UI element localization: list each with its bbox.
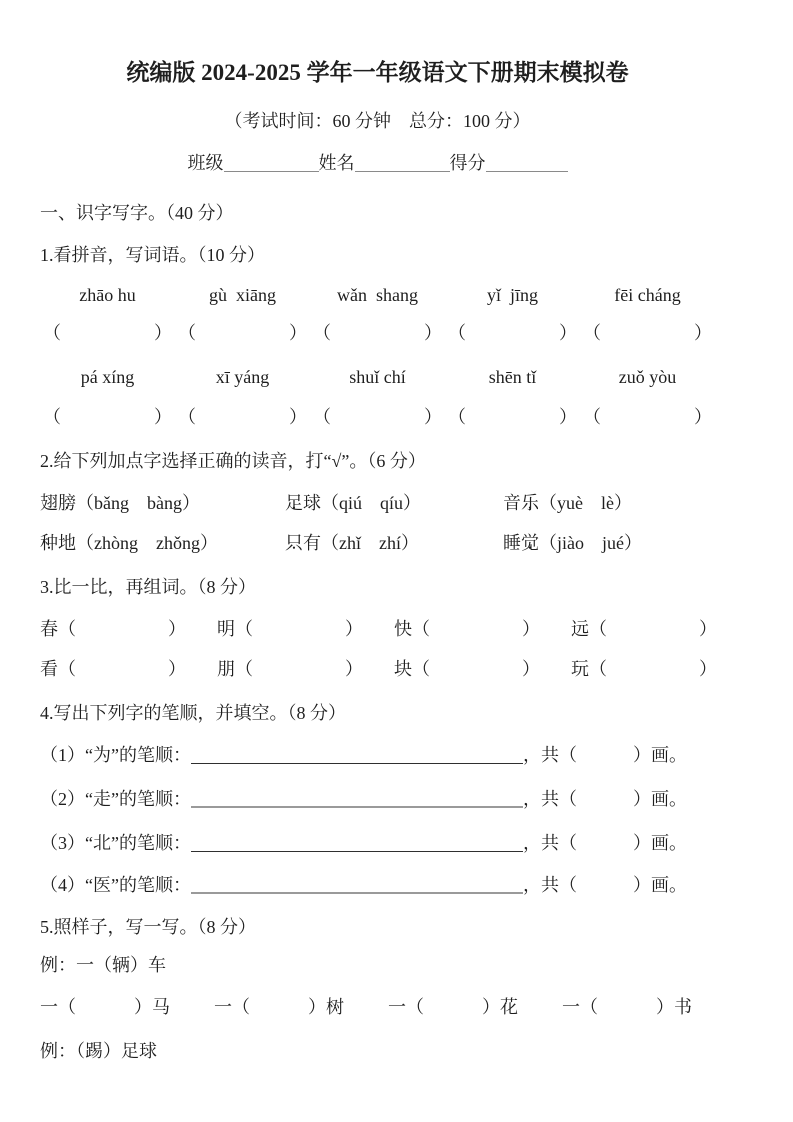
word-plain-char: 球 <box>303 493 321 513</box>
open-paren: （ <box>412 619 430 639</box>
pinyin-word: yǐ jīng <box>486 285 538 305</box>
compose-word-item <box>40 656 186 682</box>
score-blank-line <box>486 171 568 172</box>
given-char: 明 <box>217 619 235 639</box>
word-plain-char: 翅 <box>40 493 58 513</box>
open-paren: （ <box>43 323 61 343</box>
open-paren: （ <box>235 659 253 679</box>
measure-word-item <box>562 994 692 1020</box>
given-char: 快 <box>394 619 412 639</box>
pinyin-word: shēn tǐ <box>488 367 537 387</box>
given-char: 春 <box>40 619 58 639</box>
answer-paren-box <box>310 404 445 430</box>
item-prefix: 一（ <box>40 997 76 1017</box>
word-dotted-char: 种 • <box>40 530 58 556</box>
word-dotted-char: 足 • <box>285 490 303 516</box>
given-char: 远 <box>571 619 589 639</box>
open-paren: （ <box>448 407 466 427</box>
count-tail-text: ）画。 <box>632 833 687 853</box>
word-plain-char: 地 <box>58 533 76 553</box>
close-paren: ） <box>699 659 717 679</box>
class-blank-line <box>224 171 319 172</box>
q2-label: 2.给下列加点字选择正确的读音，打“√”。（6 分） <box>40 451 426 471</box>
q1-label: 1.看拼音，写词语。（10 分） <box>40 245 265 265</box>
reading-choice-item <box>285 490 503 516</box>
q5-answer-row <box>40 994 692 1020</box>
pinyin-word: gù xiāng <box>209 285 276 305</box>
word-dotted-char: 觉 • <box>521 530 539 556</box>
pinyin-options: （bǎng bàng） <box>76 493 200 513</box>
pinyin-word: shuǐ chí <box>349 367 406 387</box>
open-paren: （ <box>589 619 607 639</box>
name-blank-line <box>355 171 450 172</box>
pinyin-word: wǎn shang <box>337 285 418 305</box>
name-label: 姓名 <box>318 153 355 173</box>
word-plain-char: 睡 <box>503 533 521 553</box>
count-mid-text: ，共（ <box>522 789 577 809</box>
pinyin-word: fēi cháng <box>614 285 681 305</box>
close-paren: ） <box>694 407 712 427</box>
answer-paren-box <box>175 404 310 430</box>
q4-item-3 <box>40 830 715 856</box>
item-prefix: 一（ <box>388 997 424 1017</box>
answer-paren-box <box>580 320 715 346</box>
item-prefix: 一（ <box>562 997 598 1017</box>
compose-word-item <box>217 656 363 682</box>
class-label: 班级 <box>187 153 224 173</box>
open-paren: （ <box>178 323 196 343</box>
open-paren: （ <box>313 323 331 343</box>
count-tail-text: ）画。 <box>632 789 687 809</box>
stroke-order-prompt: （1）“为”的笔顺： <box>40 745 191 765</box>
answer-paren-box <box>445 404 580 430</box>
pinyin-word: zhāo hu <box>79 285 136 305</box>
open-paren: （ <box>58 619 76 639</box>
answer-paren-box <box>445 320 580 346</box>
open-paren: （ <box>448 323 466 343</box>
reading-choice-item <box>503 490 715 516</box>
q4-item-2 <box>40 786 715 812</box>
pinyin-options: （yuè lè） <box>539 493 632 513</box>
page-title: 统编版 2024-2025 学年一年级语文下册期末模拟卷 <box>126 60 629 85</box>
word-dotted-char: 乐 • <box>521 490 539 516</box>
compose-word-item <box>394 616 540 642</box>
pinyin-word: zuǒ yòu <box>618 367 677 387</box>
open-paren: （ <box>583 407 601 427</box>
answer-paren-box <box>40 320 175 346</box>
stroke-order-prompt: （3）“北”的笔顺： <box>40 833 191 853</box>
pinyin-word: xī yáng <box>215 367 270 387</box>
close-paren: ） <box>345 659 363 679</box>
item-prefix: 一（ <box>214 997 250 1017</box>
count-mid-text: ，共（ <box>522 875 577 895</box>
pinyin-options: （zhòng zhǒng） <box>76 533 218 553</box>
q1-answer-parens-row-1 <box>40 320 715 346</box>
word-dotted-char: 膀 • <box>58 490 76 516</box>
pinyin-options: （zhǐ zhí） <box>321 533 419 553</box>
open-paren: （ <box>589 659 607 679</box>
word-dotted-char: 只 • <box>285 530 303 556</box>
close-paren: ） <box>154 323 172 343</box>
close-paren: ） <box>694 323 712 343</box>
q1-answer-parens-row-2 <box>40 404 715 430</box>
close-paren: ） <box>154 407 172 427</box>
measure-word-item <box>388 994 518 1020</box>
count-tail-text: ）画。 <box>632 875 687 895</box>
q3-row-1 <box>40 616 717 642</box>
q2-row-2 <box>40 530 715 556</box>
q4-item-4 <box>40 872 715 898</box>
measure-word-item <box>214 994 344 1020</box>
open-paren: （ <box>313 407 331 427</box>
section-1-heading: 一、识字写字。（40 分） <box>40 203 234 223</box>
compose-word-item <box>40 616 186 642</box>
reading-choice-item <box>40 490 285 516</box>
answer-paren-box <box>40 404 175 430</box>
compose-word-item <box>571 616 717 642</box>
stroke-order-blank-line <box>191 806 523 808</box>
close-paren: ） <box>289 407 307 427</box>
q4-label: 4.写出下列字的笔顺，并填空。（8 分） <box>40 703 346 723</box>
q2-row-1 <box>40 490 715 516</box>
pinyin-options: （qiú qíu） <box>321 493 422 513</box>
word-plain-char: 音 <box>503 493 521 513</box>
given-char: 看 <box>40 659 58 679</box>
given-char: 玩 <box>571 659 589 679</box>
close-paren: ） <box>289 323 307 343</box>
score-label: 得分 <box>449 153 486 173</box>
compose-word-item <box>571 656 717 682</box>
item-suffix: ）书 <box>656 997 692 1017</box>
exam-time-score-line: （考试时间：60 分钟 总分：100 分） <box>224 111 531 131</box>
compose-word-item <box>394 656 540 682</box>
close-paren: ） <box>424 323 442 343</box>
open-paren: （ <box>412 659 430 679</box>
open-paren: （ <box>58 659 76 679</box>
stroke-order-blank-line <box>191 892 523 894</box>
stroke-order-blank-line <box>191 763 523 764</box>
reading-choice-item <box>285 530 503 556</box>
reading-choice-item <box>503 530 715 556</box>
close-paren: ） <box>168 659 186 679</box>
pinyin-options: （jiào jué） <box>539 533 642 553</box>
q1-pinyin-row-1 <box>40 282 715 308</box>
close-paren: ） <box>168 619 186 639</box>
answer-paren-box <box>580 404 715 430</box>
count-tail-text: ）画。 <box>632 745 687 765</box>
close-paren: ） <box>345 619 363 639</box>
q1-pinyin-row-2 <box>40 364 715 390</box>
count-mid-text: ，共（ <box>522 745 577 765</box>
close-paren: ） <box>522 619 540 639</box>
close-paren: ） <box>699 619 717 639</box>
item-suffix: ）马 <box>134 997 170 1017</box>
q5-label: 5.照样子，写一写。（8 分） <box>40 917 256 937</box>
measure-word-item <box>40 994 170 1020</box>
reading-choice-item <box>40 530 285 556</box>
answer-paren-box <box>175 320 310 346</box>
open-paren: （ <box>43 407 61 427</box>
given-char: 块 <box>394 659 412 679</box>
q4-item-1 <box>40 742 715 768</box>
compose-word-item <box>217 616 363 642</box>
count-mid-text: ，共（ <box>522 833 577 853</box>
open-paren: （ <box>178 407 196 427</box>
item-suffix: ）花 <box>482 997 518 1017</box>
stroke-order-prompt: （4）“医”的笔顺： <box>40 875 191 895</box>
q3-row-2 <box>40 656 717 682</box>
stroke-order-prompt: （2）“走”的笔顺： <box>40 789 191 809</box>
close-paren: ） <box>522 659 540 679</box>
q5-example-1: 例：一（辆）车 <box>40 955 166 975</box>
open-paren: （ <box>583 323 601 343</box>
item-suffix: ）树 <box>308 997 344 1017</box>
close-paren: ） <box>559 323 577 343</box>
given-char: 朋 <box>217 659 235 679</box>
q5-example-2: 例：（踢）足球 <box>40 1041 157 1061</box>
q3-label: 3.比一比，再组词。（8 分） <box>40 577 256 597</box>
close-paren: ） <box>424 407 442 427</box>
answer-paren-box <box>310 320 445 346</box>
stroke-order-blank-line <box>191 851 523 852</box>
word-plain-char: 有 <box>303 533 321 553</box>
pinyin-word: pá xíng <box>80 367 135 387</box>
student-info-line <box>40 150 715 176</box>
close-paren: ） <box>559 407 577 427</box>
open-paren: （ <box>235 619 253 639</box>
